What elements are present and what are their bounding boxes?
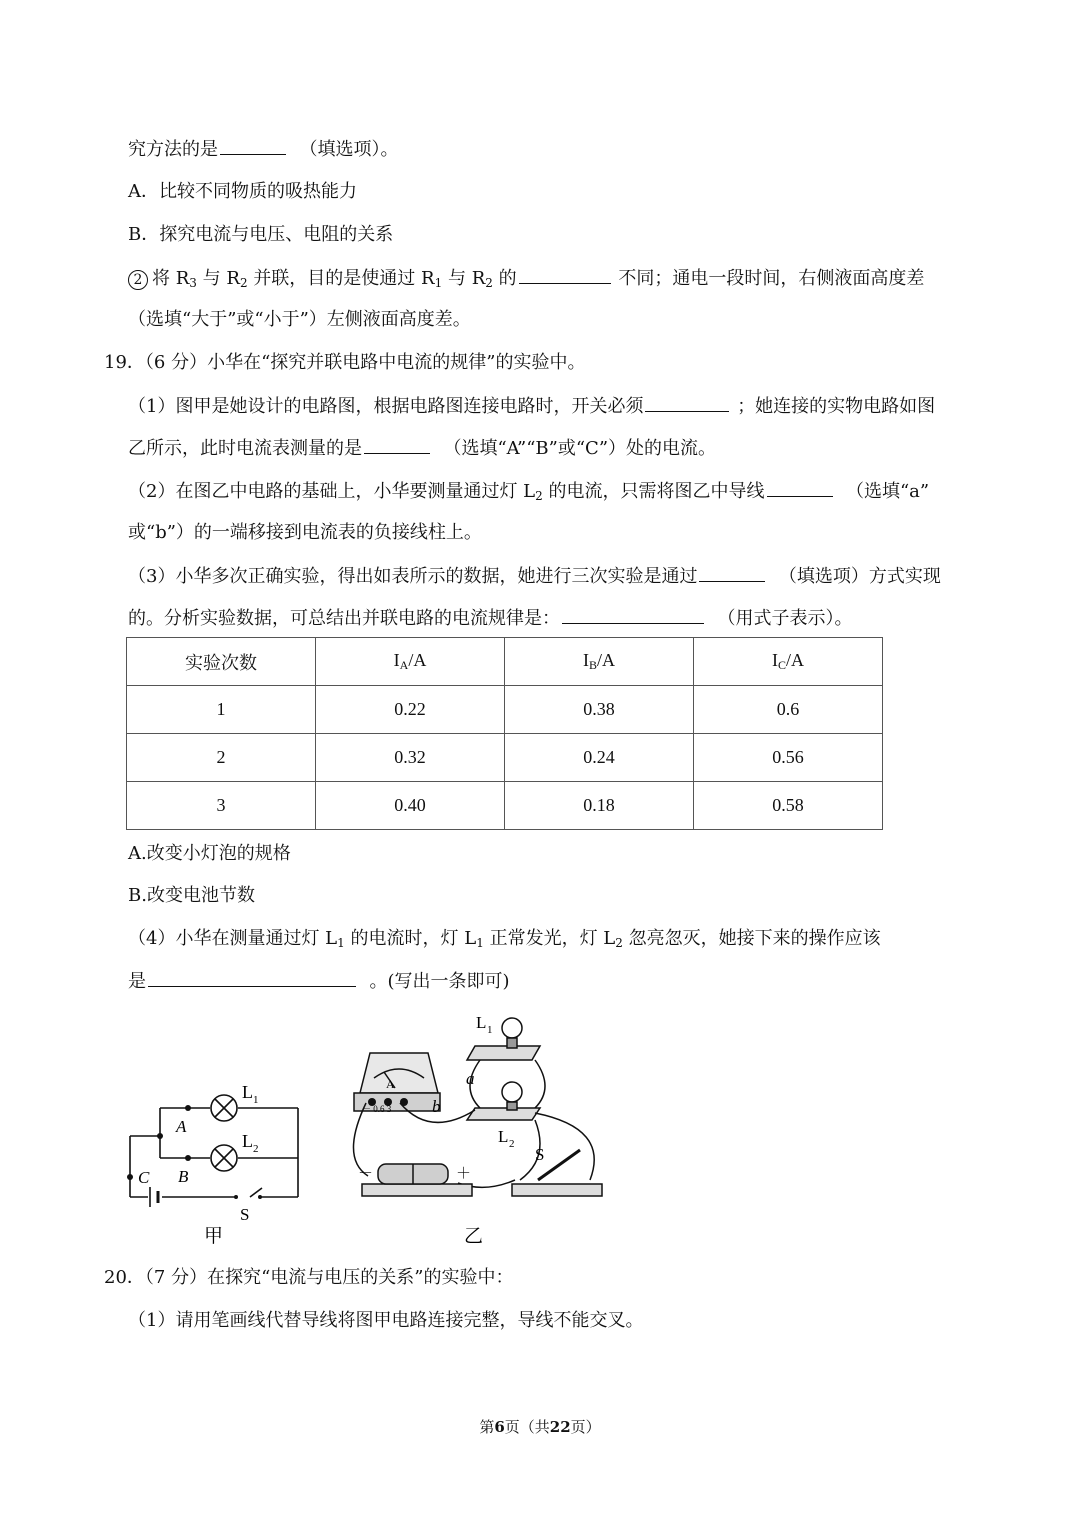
sub: C bbox=[777, 658, 786, 672]
table-cell: 0.6 bbox=[694, 686, 883, 734]
sub: 2 bbox=[615, 936, 623, 950]
page-total: 22 bbox=[549, 1418, 571, 1436]
sub: 1 bbox=[476, 936, 484, 950]
answer-blank[interactable] bbox=[562, 605, 704, 624]
sub: 2 bbox=[535, 489, 543, 503]
t: 不同；通电一段时间，右侧液面高度差 bbox=[618, 268, 925, 289]
sub: 1 bbox=[434, 276, 443, 290]
label-l: L bbox=[242, 1082, 253, 1102]
q19-p3-line1 bbox=[128, 563, 941, 590]
ammeter-label: A bbox=[386, 1077, 395, 1091]
q18-line1-text: 究方法的是 bbox=[128, 139, 218, 160]
table-header bbox=[316, 638, 505, 686]
label-s: S bbox=[535, 1145, 545, 1164]
t: 。(写出一条即可) bbox=[369, 971, 510, 992]
table-cell: 0.18 bbox=[505, 782, 694, 830]
t: /A bbox=[786, 650, 804, 670]
q18-option-a: A．比较不同物质的吸热能力 bbox=[128, 181, 357, 202]
table-cell: 0.24 bbox=[505, 734, 694, 782]
label-l: L bbox=[498, 1127, 509, 1146]
t: 的电流时，灯 L bbox=[350, 928, 477, 949]
lamp-l2-base bbox=[467, 1108, 540, 1120]
q19-option-b: B.改变电池节数 bbox=[128, 885, 255, 906]
table-row bbox=[127, 734, 883, 782]
t: 页（共 bbox=[504, 1418, 550, 1436]
bulb-l1-icon bbox=[502, 1018, 522, 1038]
t: 与 R bbox=[202, 268, 240, 289]
t: （用式子表示）。 bbox=[717, 608, 853, 629]
t: 将 R bbox=[152, 268, 190, 289]
t: 乙所示，此时电流表测量的是 bbox=[128, 438, 362, 459]
answer-blank[interactable] bbox=[645, 393, 729, 412]
t: （4）小华在测量通过灯 L bbox=[128, 928, 338, 949]
label-l: L bbox=[242, 1131, 253, 1151]
table-header bbox=[127, 638, 316, 686]
q18-sub2 bbox=[128, 265, 924, 296]
t: I bbox=[582, 650, 589, 670]
battery-holder bbox=[362, 1184, 472, 1196]
sub: 3 bbox=[189, 276, 197, 290]
table-cell: 3 bbox=[127, 782, 316, 830]
junction-dot bbox=[157, 1133, 163, 1139]
figure-caption: 乙 bbox=[464, 1226, 484, 1247]
t: 的电流，只需将图乙中导线 bbox=[548, 481, 765, 502]
q18-option-b: B．探究电流与电压、电阻的关系 bbox=[128, 224, 394, 245]
t: I bbox=[771, 650, 778, 670]
t: /A bbox=[408, 650, 427, 670]
q19-p3-line2 bbox=[128, 605, 852, 632]
answer-blank[interactable] bbox=[519, 265, 611, 284]
answer-blank[interactable] bbox=[364, 435, 430, 454]
bulb-socket bbox=[507, 1038, 517, 1048]
figure-caption: 甲 bbox=[204, 1226, 224, 1247]
switch-base bbox=[512, 1184, 602, 1196]
t: /A bbox=[597, 650, 615, 670]
q20-header: 20．（7 分）在探究“电流与电压的关系”的实验中： bbox=[104, 1267, 514, 1288]
q18-line1 bbox=[128, 136, 398, 163]
label-a: A bbox=[176, 1117, 187, 1136]
label-s: S bbox=[240, 1205, 250, 1224]
t: 实验次数 bbox=[185, 652, 257, 673]
terminal bbox=[400, 1098, 408, 1106]
switch-icon bbox=[258, 1195, 262, 1199]
page-number: 6 bbox=[494, 1418, 505, 1436]
page-footer bbox=[0, 1416, 1080, 1437]
t: 并联，目的是使通过 R bbox=[253, 268, 435, 289]
t: （2）在图乙中电路的基础上，小华要测量通过灯 L bbox=[128, 481, 536, 502]
table-cell: 0.38 bbox=[505, 686, 694, 734]
label-c: C bbox=[138, 1168, 150, 1187]
table-header-row bbox=[127, 638, 883, 686]
bulb-l2-icon bbox=[502, 1082, 522, 1102]
t: 的 bbox=[498, 268, 517, 289]
answer-blank[interactable] bbox=[699, 563, 765, 582]
label-sub: 2 bbox=[509, 1138, 515, 1150]
table-cell: 2 bbox=[127, 734, 316, 782]
t: 的。分析实验数据，可总结出并联电路的电流规律是： bbox=[128, 608, 560, 629]
table-cell: 0.32 bbox=[316, 734, 505, 782]
table-row bbox=[127, 686, 883, 734]
junction-dot bbox=[185, 1105, 191, 1111]
q19-p4-line2 bbox=[128, 968, 510, 995]
ammeter-icon bbox=[360, 1053, 438, 1093]
t: 第 bbox=[479, 1418, 495, 1436]
answer-blank[interactable] bbox=[767, 478, 833, 497]
answer-blank[interactable] bbox=[148, 968, 356, 987]
data-table bbox=[126, 637, 883, 830]
terminal-labels: － 0.6 3 bbox=[362, 1104, 392, 1114]
sub: 2 bbox=[239, 276, 248, 290]
t: 正常发光，灯 L bbox=[489, 928, 616, 949]
t: 页） bbox=[570, 1418, 601, 1436]
sub: B bbox=[588, 658, 597, 672]
figure-yi-physical-circuit bbox=[340, 1008, 620, 1248]
t: I bbox=[393, 650, 400, 670]
wire-label-a: a bbox=[466, 1069, 475, 1088]
circled-number: 2 bbox=[128, 270, 148, 290]
lamp-l1-base bbox=[467, 1046, 540, 1060]
wire bbox=[535, 1060, 545, 1108]
q18-line3: （选填“大于”或“小于”）左侧液面高度差。 bbox=[128, 309, 471, 330]
sub: 2 bbox=[485, 276, 493, 290]
table-header bbox=[505, 638, 694, 686]
q19-p1-line2 bbox=[128, 435, 716, 462]
table-cell: 0.22 bbox=[316, 686, 505, 734]
table-cell: 0.56 bbox=[694, 734, 883, 782]
answer-blank[interactable] bbox=[220, 136, 286, 155]
bulb-socket bbox=[507, 1102, 517, 1110]
t: 忽亮忽灭，她接下来的操作应该 bbox=[628, 928, 881, 949]
q19-header: 19．（6 分）小华在“探究并联电路中电流的规律”的实验中。 bbox=[104, 352, 586, 373]
table-header bbox=[694, 638, 883, 686]
minus-sign: － bbox=[358, 1166, 374, 1182]
t: （选填“A”“B”或“C”）处的电流。 bbox=[443, 438, 717, 459]
label-b: B bbox=[178, 1167, 189, 1186]
sub: 1 bbox=[337, 936, 345, 950]
q19-p2-line2: 或“b”）的一端移接到电流表的负接线柱上。 bbox=[128, 522, 482, 543]
t: ；她连接的实物电路如图 bbox=[737, 396, 936, 417]
t: （选填“a” bbox=[845, 481, 930, 502]
q20-p1: （1）请用笔画线代替导线将图甲电路连接完整，导线不能交叉。 bbox=[128, 1310, 644, 1331]
sub: A bbox=[399, 658, 409, 672]
q19-p2-line1 bbox=[128, 478, 929, 509]
table-cell: 0.40 bbox=[316, 782, 505, 830]
label-sub: 1 bbox=[253, 1094, 259, 1106]
q19-p1-line1 bbox=[128, 393, 935, 420]
q19-p4-line1 bbox=[128, 926, 881, 956]
t: （1）图甲是她设计的电路图，根据电路图连接电路时，开关必须 bbox=[128, 396, 644, 417]
t: 与 R bbox=[447, 268, 486, 289]
table-cell: 1 bbox=[127, 686, 316, 734]
label-sub: 2 bbox=[253, 1143, 259, 1155]
junction-dot bbox=[185, 1155, 191, 1161]
t: （3）小华多次正确实验，得出如表所示的数据，她进行三次实验是通过 bbox=[128, 566, 698, 587]
q19-option-a: A.改变小灯泡的规格 bbox=[128, 843, 291, 864]
figure-jia-schematic bbox=[120, 1070, 310, 1250]
table-row bbox=[127, 782, 883, 830]
junction-dot bbox=[127, 1174, 133, 1180]
q18-line1-tail: （填选项）。 bbox=[299, 139, 399, 160]
label-l: L bbox=[476, 1013, 487, 1032]
t: 是 bbox=[128, 971, 146, 992]
table-cell: 0.58 bbox=[694, 782, 883, 830]
t: （填选项）方式实现 bbox=[778, 566, 941, 587]
plus-sign: ＋ bbox=[456, 1166, 472, 1182]
wire-label-b: b bbox=[432, 1097, 441, 1116]
switch-icon bbox=[234, 1195, 238, 1199]
label-sub: 1 bbox=[487, 1024, 493, 1036]
